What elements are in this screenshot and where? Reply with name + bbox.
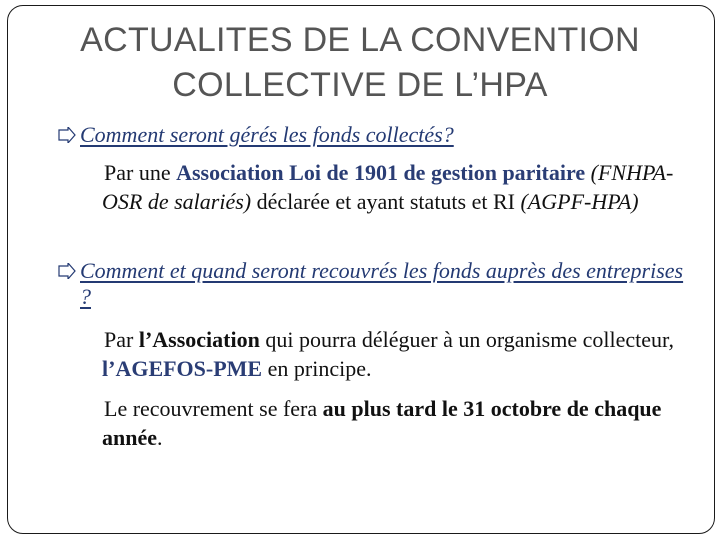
answer-1 <box>102 158 687 216</box>
bullet-question-2 <box>80 258 685 310</box>
question-1-text: Comment seront gérés les fonds collectés? <box>80 122 454 147</box>
question-2-text: Comment et quand seront recouvrés les fonds auprès des entreprises ? <box>80 258 684 309</box>
title-line-1: ACTUALITES DE LA CONVENTION <box>80 21 640 59</box>
answer-2-prefix: Par <box>104 327 139 352</box>
answer-2 <box>102 325 687 383</box>
answer-2-mid: qui pourra déléguer à un organisme collecteur, <box>259 327 674 352</box>
answer-1-prefix: Par une <box>104 160 177 185</box>
answer-1-italic: (FNHPA- OSR de salariés) <box>102 160 674 214</box>
answer-2-highlight: l’AGEFOS-PME <box>102 356 263 381</box>
arrow-bullet-icon <box>58 127 76 143</box>
answer-2-suffix: en principe. <box>262 356 372 381</box>
answer-3-bold: au plus tard le 31 octobre de chaque année <box>102 396 662 450</box>
answer-1-italic-2: (AGPF-HPA) <box>520 189 639 214</box>
answer-3-suffix: . <box>157 425 163 450</box>
title-line-2: COLLECTIVE DE L’HPA <box>172 66 548 104</box>
answer-3 <box>102 394 687 452</box>
arrow-bullet-icon <box>58 263 76 279</box>
answer-1-highlight: Association Loi de 1901 de gestion paritaire <box>176 160 586 185</box>
answer-3-prefix: Le recouvrement se fera <box>104 396 323 421</box>
answer-1-mid: déclarée et ayant statuts et RI <box>251 189 521 214</box>
bullet-question-1 <box>80 122 685 148</box>
answer-2-bold: l’Association <box>138 327 260 352</box>
